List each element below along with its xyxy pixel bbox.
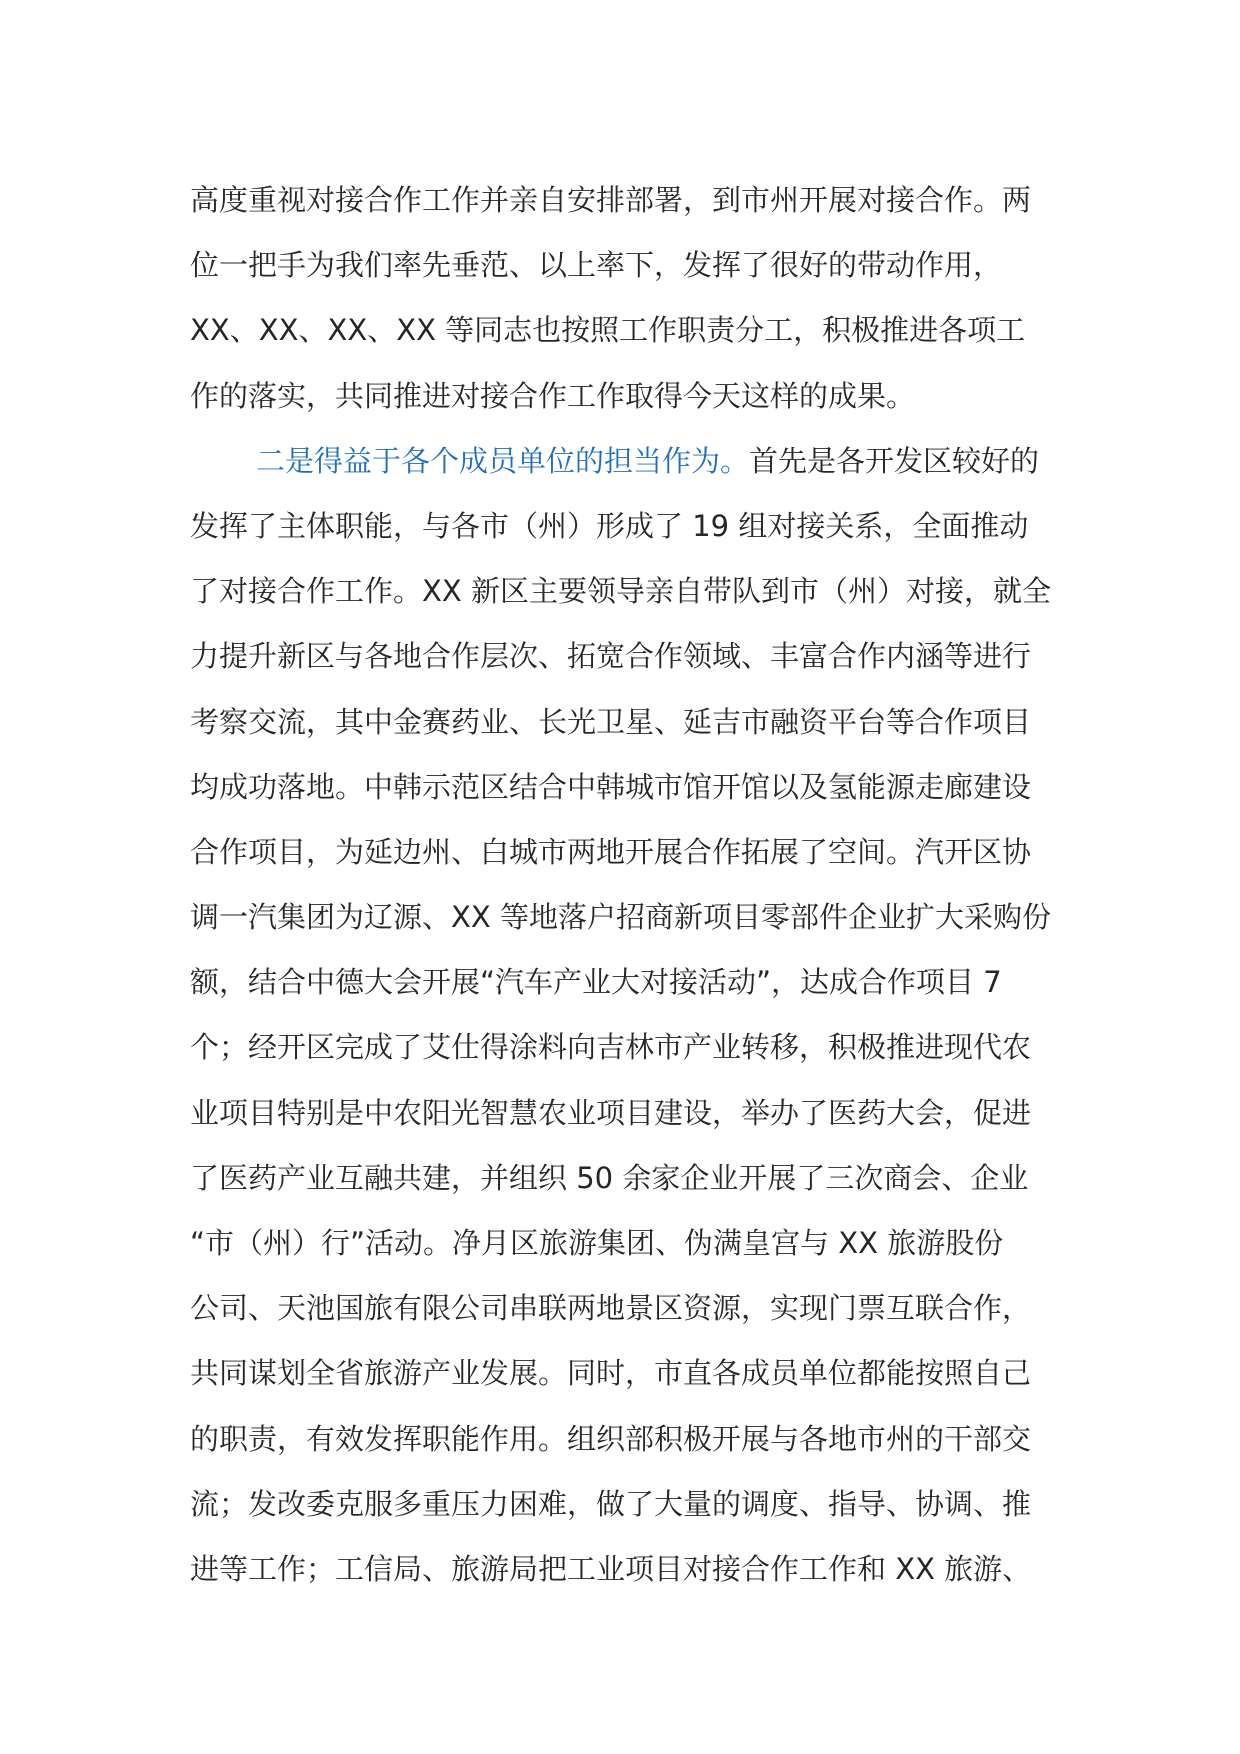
text-line: 公司、天池国旅有限公司串联两地景区资源，实现门票互联合作， <box>190 1291 1032 1326</box>
paragraph-start-line <box>190 429 1070 494</box>
text-line: 合作项目，为延边州、白城市两地开展合作拓展了空间。汽开区协 <box>190 834 1032 869</box>
text-line: 考察交流，其中金赛药业、长光卫星、延吉市融资平台等合作项目 <box>190 704 1032 739</box>
text-line: 调一汽集团为辽源、XX 等地落户招商新项目零部件企业扩大采购份 <box>190 900 1051 935</box>
text-line: 个；经开区完成了艾仕得涂料向吉林市产业转移，积极推进现代农 <box>190 1030 1032 1065</box>
text-line: 共同谋划全省旅游产业发展。同时，市直各成员单位都能按照自己 <box>190 1356 1032 1391</box>
text-line: XX、XX、XX、XX 等同志也按照工作职责分工，积极推进各项工 <box>190 313 1026 348</box>
text-line: 进等工作；工信局、旅游局把工业项目对接合作工作和 XX 旅游、 <box>190 1551 1032 1586</box>
text-line: 业项目特别是中农阳光智慧农业项目建设，举办了医药大会，促进 <box>190 1095 1032 1130</box>
text-line: “市（州）行”活动。净月区旅游集团、伪满皇宫与 XX 旅游股份 <box>190 1226 1004 1260</box>
text-line: 发挥了主体职能，与各市（州）形成了 19 组对接关系，全面推动 <box>190 508 1029 543</box>
text-line: 流；发改委克服多重压力困难，做了大量的调度、指导、协调、推 <box>190 1486 1032 1521</box>
text-line: 作的落实，共同推进对接合作工作取得今天这样的成果。 <box>190 378 916 413</box>
section-heading: 二是得益于各个成员单位的担当作为。 <box>256 443 750 478</box>
body-text <box>190 168 1070 1602</box>
text-line: 了对接合作工作。XX 新区主要领导亲自带队到市（州）对接，就全 <box>190 574 1051 609</box>
text-line: 力提升新区与各地合作层次、拓宽合作领域、丰富合作内涵等进行 <box>190 639 1032 674</box>
text-line: 均成功落地。中韩示范区结合中韩城市馆开馆以及氢能源走廊建设 <box>190 769 1032 804</box>
text-line: 高度重视对接合作工作并亲自安排部署，到市州开展对接合作。两 <box>190 183 1032 217</box>
text-line: 位一把手为我们率先垂范、以上率下，发挥了很好的带动作用， <box>190 248 1003 283</box>
text-run: 首先是各开发区较好的 <box>749 443 1040 478</box>
text-line: 的职责，有效发挥职能作用。组织部积极开展与各地市州的干部交 <box>190 1421 1032 1456</box>
text-line: 了医药产业互融共建，并组织 50 余家企业开展了三次商会、企业 <box>190 1160 1029 1195</box>
text-line: 额，结合中德大会开展“汽车产业大对接活动”，达成合作项目 7 <box>190 965 1002 1000</box>
